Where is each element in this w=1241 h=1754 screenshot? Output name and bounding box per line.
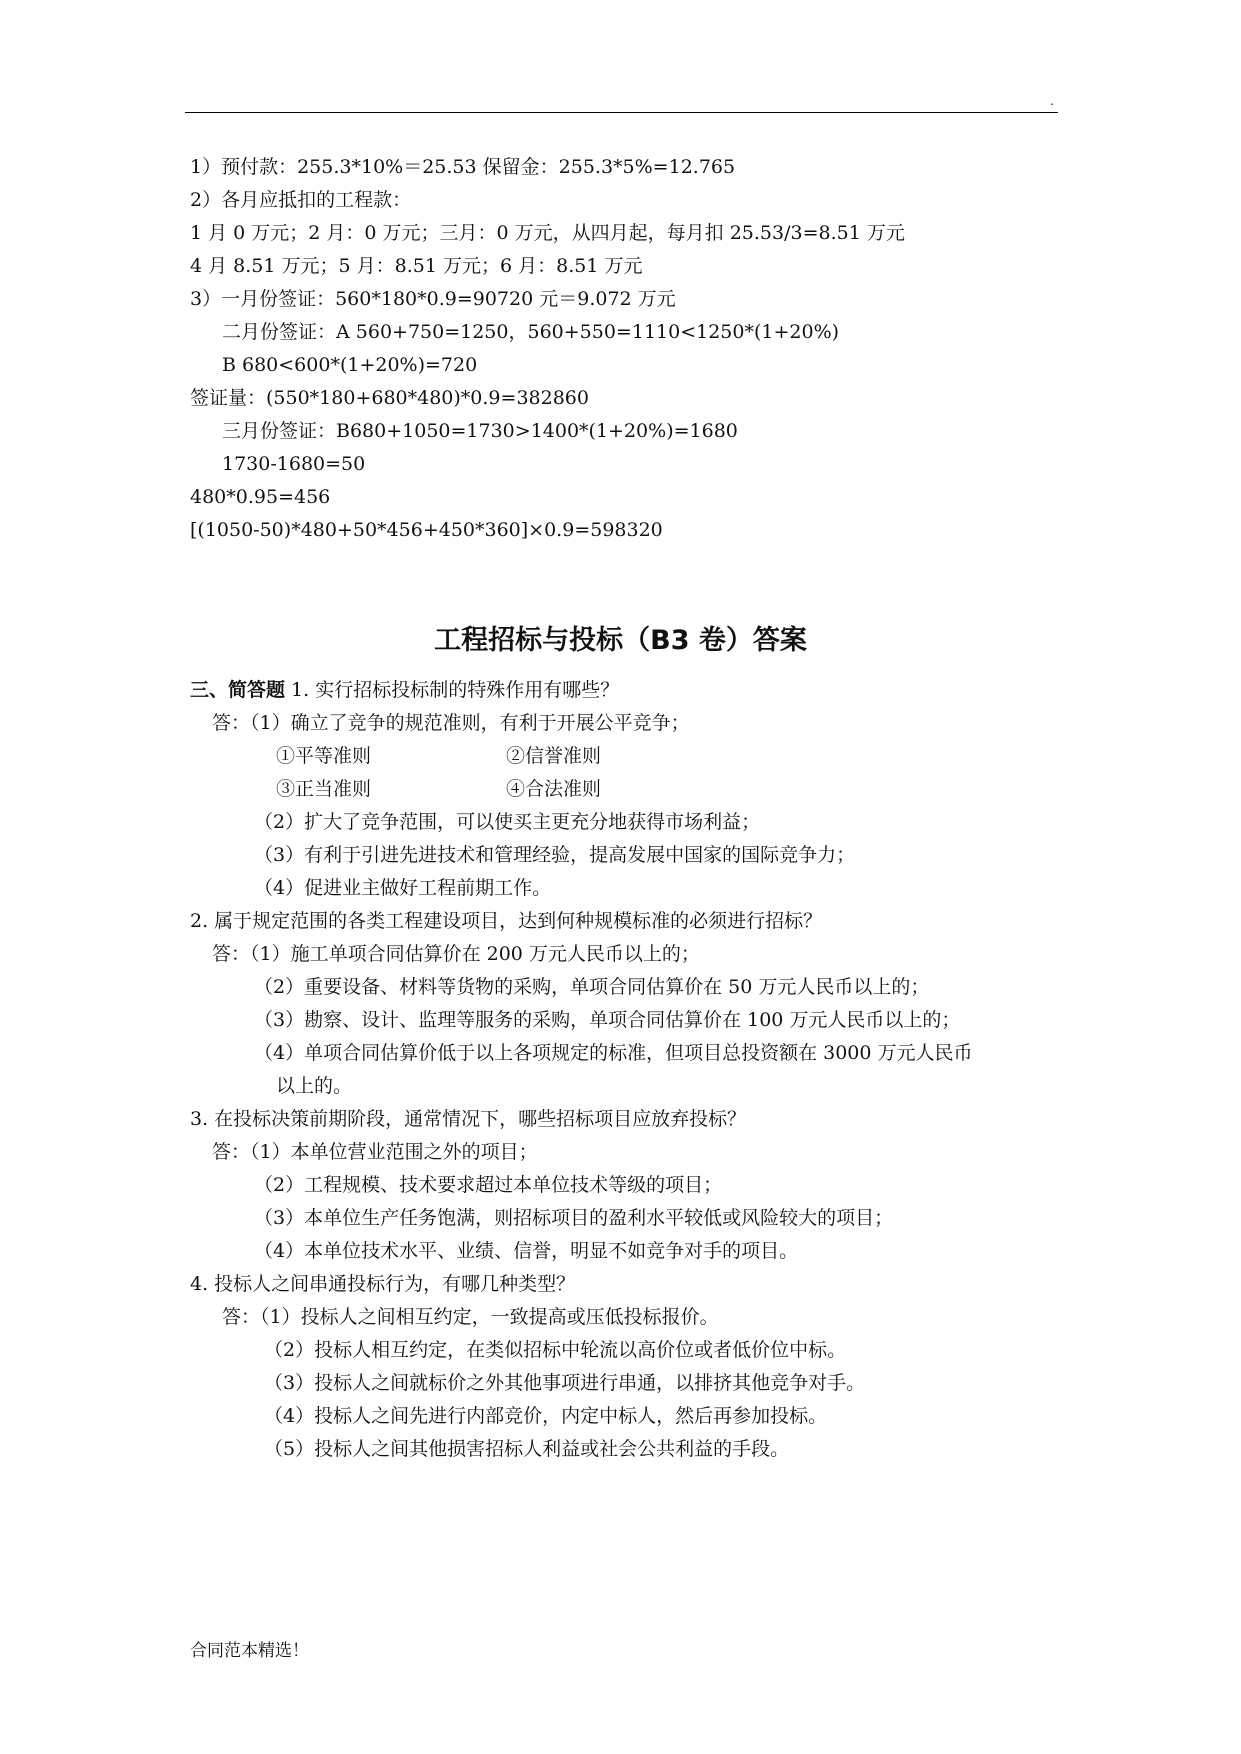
header-rule [185, 112, 1058, 113]
q3-answer-1: 答：（1）本单位营业范围之外的项目； [212, 1141, 538, 1163]
q1-answer-1: 答：（1）确立了竞争的规范准则，有利于开展公平竞争； [212, 712, 690, 734]
q4-answer-2: （2）投标人相互约定，在类似招标中轮流以高价位或者低价位中标。 [264, 1339, 847, 1361]
q1-question-text: 1. 实行招标投标制的特殊作用有哪些？ [285, 679, 620, 701]
footer-text: 合同范本精选！ [190, 1641, 309, 1661]
q2-answer-4-cont: 以上的。 [276, 1075, 353, 1097]
q1-criterion-2: ②信誉准则 [506, 745, 602, 767]
q3-answer-3: （3）本单位生产任务饱满，则招标项目的盈利水平较低或风险较大的项目； [254, 1207, 894, 1229]
q3-question: 3. 在投标决策前期阶段，通常情况下，哪些招标项目应放弃投标？ [190, 1108, 747, 1130]
q1-question [190, 678, 619, 702]
section-label: 三、简答题 [190, 679, 286, 701]
calc-line-6: 二月份签证：A 560+750=1250，560+550=1110<1250*(1+20%) [222, 321, 840, 343]
calc-line-3: 1 月 0 万元；2 月：0 万元；三月：0 万元，从四月起，每月扣 25.53/3=8.51 万元 [190, 222, 905, 244]
q2-answer-4: （4）单项合同估算价低于以上各项规定的标准，但项目总投资额在 3000 万元人民币 [254, 1042, 973, 1064]
calc-line-5: 3）一月份签证：560*180*0.9=90720 元＝9.072 万元 [190, 288, 676, 310]
q4-answer-4: （4）投标人之间先进行内部竞价，内定中标人，然后再参加投标。 [264, 1405, 828, 1427]
q1-criterion-1: ①平等准则 [276, 745, 372, 767]
q2-question: 2. 属于规定范围的各类工程建设项目，达到何种规模标准的必须进行招标？ [190, 910, 823, 932]
q4-answer-3: （3）投标人之间就标价之外其他事项进行串通，以排挤其他竞争对手。 [264, 1372, 866, 1394]
q4-answer-5: （5）投标人之间其他损害招标人利益或社会公共利益的手段。 [264, 1438, 790, 1460]
calc-line-12: [(1050-50)*480+50*456+450*360]×0.9=598320 [190, 519, 663, 541]
q4-question: 4. 投标人之间串通投标行为，有哪几种类型？ [190, 1273, 576, 1295]
header-dot: . [1050, 94, 1054, 108]
q1-criterion-4: ④合法准则 [506, 778, 602, 800]
calc-line-1: 1）预付款：255.3*10%＝25.53 保留金：255.3*5%=12.765 [190, 156, 736, 178]
q2-answer-1: 答：（1）施工单项合同估算价在 200 万元人民币以上的； [212, 943, 700, 965]
q3-answer-2: （2）工程规模、技术要求超过本单位技术等级的项目； [254, 1174, 723, 1196]
calc-line-4: 4 月 8.51 万元；5 月：8.51 万元；6 月：8.51 万元 [190, 255, 643, 277]
calc-line-10: 1730-1680=50 [222, 453, 366, 475]
calc-line-9: 三月份签证：B680+1050=1730>1400*(1+20%)=1680 [222, 420, 738, 442]
page-title: 工程招标与投标（B3 卷）答案 [434, 625, 807, 656]
calc-line-8: 签证量：(550*180+680*480)*0.9=382860 [190, 387, 589, 409]
q3-answer-4: （4）本单位技术水平、业绩、信誉，明显不如竞争对手的项目。 [254, 1240, 799, 1262]
calc-line-2: 2）各月应抵扣的工程款： [190, 189, 412, 211]
calc-line-11: 480*0.95=456 [190, 486, 331, 508]
q4-answer-1: 答：（1）投标人之间相互约定，一致提高或压低投标报价。 [222, 1306, 719, 1328]
q2-answer-2: （2）重要设备、材料等货物的采购，单项合同估算价在 50 万元人民币以上的； [254, 976, 930, 998]
q2-answer-3: （3）勘察、设计、监理等服务的采购，单项合同估算价在 100 万元人民币以上的； [254, 1009, 961, 1031]
q1-answer-3: （3）有利于引进先进技术和管理经验，提高发展中国家的国际竞争力； [254, 844, 856, 866]
q1-answer-4: （4）促进业主做好工程前期工作。 [254, 877, 552, 899]
calc-line-7: B 680<600*(1+20%)=720 [222, 354, 478, 376]
q1-answer-2: （2）扩大了竞争范围，可以使买主更充分地获得市场利益； [254, 811, 761, 833]
q1-criterion-3: ③正当准则 [276, 778, 372, 800]
